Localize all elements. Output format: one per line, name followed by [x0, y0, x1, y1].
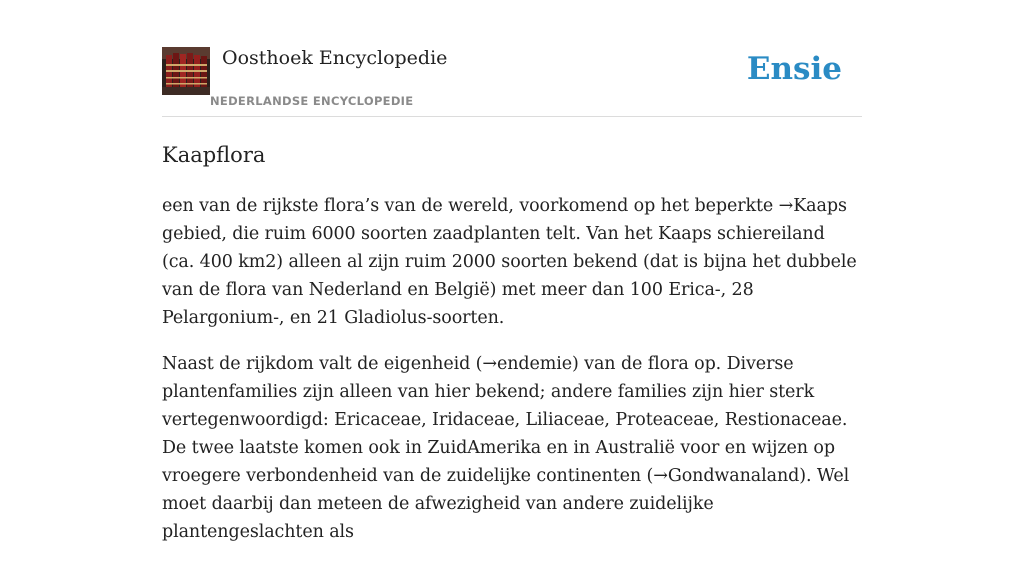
- site-title[interactable]: Oosthoek Encyclopedie: [222, 47, 448, 69]
- article-title: Kaapflora: [162, 143, 266, 167]
- site-subtitle: NEDERLANDSE ENCYCLOPEDIE: [210, 94, 414, 108]
- encyclopedia-books-icon[interactable]: [162, 47, 210, 95]
- article-paragraph: een van de rijkste flora’s van de wereld, voorkomend op het beperkte →Kaaps gebied, die ruim 6000 soorten zaadplanten telt. Van het Kaaps schiereiland (ca. 400 km2) alleen al zijn ruim 2000 soorten bekend (dat is bijna het dubbele van de flora van Nederland en België) met meer dan 100 Erica-, 28 Pelargonium-, en 21 Gladiolus-soorten.: [162, 196, 857, 328]
- brand-logo-link[interactable]: Ensie: [746, 51, 842, 87]
- article-body: [162, 192, 862, 546]
- article-paragraph: Naast de rijkdom valt de eigenheid (→endemie) van de flora op. Diverse plantenfamilies zijn alleen van hier bekend; andere families zijn hier sterk vertegenwoordigd: Ericaceae, Iridaceae, Liliaceae, Proteaceae, Restionaceae. De twee laatste komen ook in ZuidAmerika en in Australië voor en wijzen op vroegere verbondenheid van de zuidelijke continenten (→Gondwanaland). Wel moet daarbij dan meteen de afwezigheid van andere zuidelijke plantengeslachten als: [162, 354, 850, 542]
- site-header: [162, 0, 862, 117]
- article: [162, 138, 862, 564]
